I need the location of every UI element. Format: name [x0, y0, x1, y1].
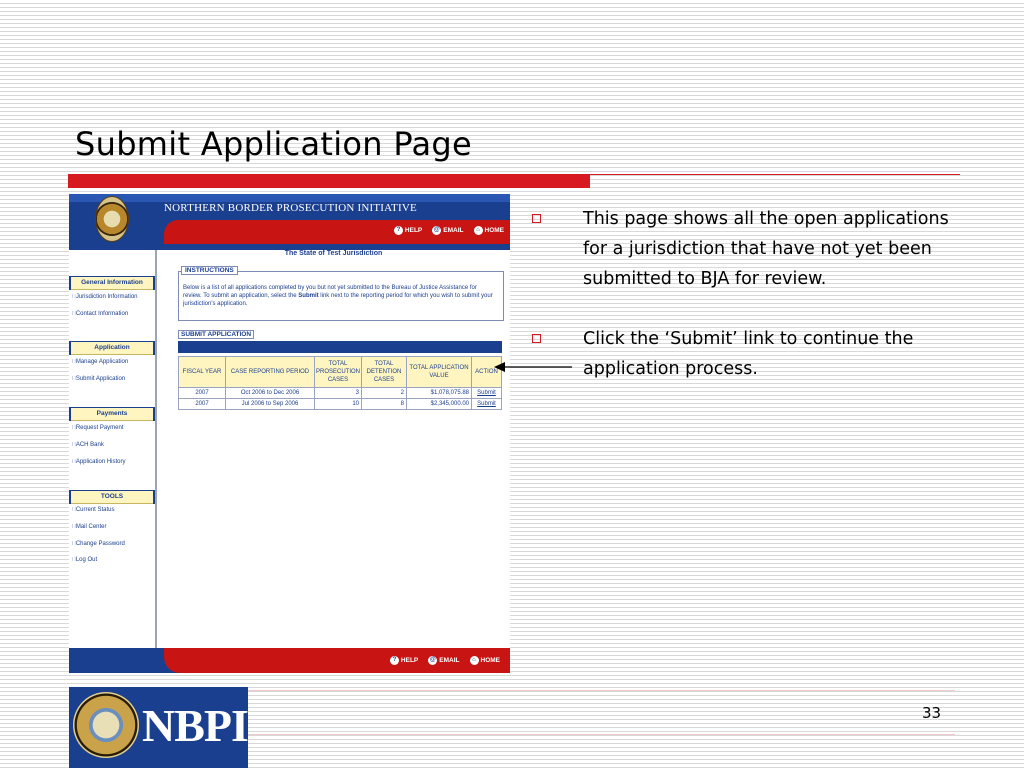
title-rule	[68, 174, 960, 188]
col-total-application-value: TOTAL APPLICATION VALUE	[407, 357, 472, 388]
logo-text: NBPI	[142, 700, 248, 751]
col-action: ACTION	[472, 357, 502, 388]
help-icon: ?	[394, 226, 403, 235]
bullet-item	[530, 324, 960, 384]
sidebar-item-ach-bank[interactable]: ∷ ACH Bank	[72, 441, 104, 448]
sidebar-item-log-out[interactable]: ∷ Log Out	[72, 556, 97, 563]
help-icon: ?	[390, 656, 399, 665]
sidebar-item-application-history[interactable]: ∷ Application History	[72, 458, 126, 465]
cell-detention: 2	[362, 388, 407, 399]
sidebar-heading-tools: TOOLS	[71, 491, 153, 504]
bottom-email-label: EMAIL	[439, 657, 460, 664]
app-main	[157, 250, 510, 648]
header-stripe	[69, 194, 510, 202]
bullet-list	[530, 204, 960, 384]
doj-seal-icon	[73, 692, 139, 758]
cell-detention: 8	[362, 399, 407, 410]
jurisdiction-title: The State of Test Jurisdiction	[284, 250, 383, 257]
top-email-label: EMAIL	[443, 227, 464, 234]
top-home-link[interactable]	[474, 226, 505, 235]
col-total-prosecution-cases: TOTAL PROSECUTION CASES	[315, 357, 362, 388]
cell-action	[472, 388, 502, 399]
home-icon: ⌂	[474, 226, 483, 235]
title-rule-red-bar	[68, 174, 590, 188]
instructions-text-submit: Submit	[298, 293, 319, 299]
cell-prosecution: 10	[315, 399, 362, 410]
top-email-link[interactable]	[432, 226, 463, 235]
title-rule-thin-line	[590, 174, 960, 175]
cell-fiscal-year: 2007	[179, 388, 226, 399]
bottom-home-link[interactable]	[470, 656, 501, 665]
doj-seal-icon	[95, 196, 129, 242]
bottom-email-link[interactable]	[428, 656, 459, 665]
sidebar-item-mail-center[interactable]: ∷ Mail Center	[72, 523, 107, 530]
col-fiscal-year: FISCAL YEAR	[179, 357, 226, 388]
col-case-reporting-period: CASE REPORTING PERIOD	[226, 357, 315, 388]
top-help-label: HELP	[404, 227, 423, 234]
app-brand-title: NORTHERN BORDER PROSECUTION INITIATIVE	[164, 202, 417, 214]
sidebar-item-jurisdiction-information[interactable]: ∷ Jurisdiction Information	[72, 293, 138, 300]
instructions-text-before: Below is a list of all applications completed by you but not yet submitted to the Bureau of Justice Assistance for review. To submit an application, select the	[183, 285, 477, 299]
cell-period: Oct 2006 to Dec 2006	[226, 388, 315, 399]
submit-application-band	[178, 341, 502, 353]
sidebar-item-contact-information[interactable]: ∷ Contact Information	[72, 310, 128, 317]
bottom-home-label: HOME	[480, 657, 500, 664]
app-footer	[69, 648, 510, 673]
instructions-box	[178, 267, 504, 321]
footer-rule	[248, 690, 955, 691]
sidebar-heading-general: General Information	[71, 277, 153, 290]
cell-fiscal-year: 2007	[179, 399, 226, 410]
table-row	[179, 399, 502, 410]
app-header	[69, 194, 510, 250]
footer-rule	[248, 734, 955, 735]
app-sidebar	[69, 250, 157, 648]
table-row	[179, 388, 502, 399]
col-total-detention-cases: TOTAL DETENTION CASES	[362, 357, 407, 388]
app-screenshot	[69, 194, 510, 673]
bottom-help-label: HELP	[400, 657, 419, 664]
nbpi-logo	[69, 687, 248, 768]
sidebar-item-current-status[interactable]: ∷ Current Status	[72, 506, 115, 513]
bullet-item	[530, 204, 960, 294]
submit-link[interactable]: Submit	[477, 401, 496, 407]
bottom-help-link[interactable]	[390, 656, 418, 665]
bullet-text: Click the ‘Submit’ link to continue the application process.	[583, 329, 914, 379]
cell-prosecution: 3	[315, 388, 362, 399]
cell-value: $1,078,075.88	[407, 388, 472, 399]
sidebar-heading-payments: Payments	[71, 408, 153, 421]
square-bullet-icon	[532, 334, 541, 343]
page-number: 33	[922, 704, 942, 722]
applications-table	[178, 356, 502, 410]
submit-link[interactable]: Submit	[477, 390, 496, 396]
instructions-text-after: link next to the reporting period for which you wish to submit your jurisdiction's application.	[183, 293, 493, 307]
slide-title: Submit Application Page	[75, 125, 473, 163]
top-help-link[interactable]	[394, 226, 422, 235]
bullet-text: This page shows all the open applications for a jurisdiction that have not yet been submitted to BJA for review.	[583, 209, 949, 289]
sidebar-heading-application: Application	[71, 342, 153, 355]
sidebar-item-change-password[interactable]: ∷ Change Password	[72, 540, 125, 547]
instructions-text	[183, 284, 497, 308]
email-icon: @	[433, 227, 440, 233]
home-icon: ⌂	[470, 656, 479, 665]
bottom-nav	[390, 656, 500, 665]
top-home-label: HOME	[484, 227, 504, 234]
sidebar-item-submit-application[interactable]: ∷ Submit Application	[72, 375, 125, 382]
cell-value: $2,345,000.00	[407, 399, 472, 410]
top-nav	[394, 226, 504, 235]
cell-period: Jul 2006 to Sep 2006	[226, 399, 315, 410]
sidebar-item-request-payment[interactable]: ∷ Request Payment	[72, 424, 124, 431]
submit-application-label: SUBMIT APPLICATION	[178, 330, 254, 339]
cell-action	[472, 399, 502, 410]
square-bullet-icon	[532, 214, 541, 223]
email-icon: @	[429, 657, 436, 663]
table-header-row	[179, 357, 502, 388]
instructions-label: INSTRUCTIONS	[181, 266, 238, 275]
sidebar-item-manage-application[interactable]: ∷ Manage Application	[72, 358, 128, 365]
